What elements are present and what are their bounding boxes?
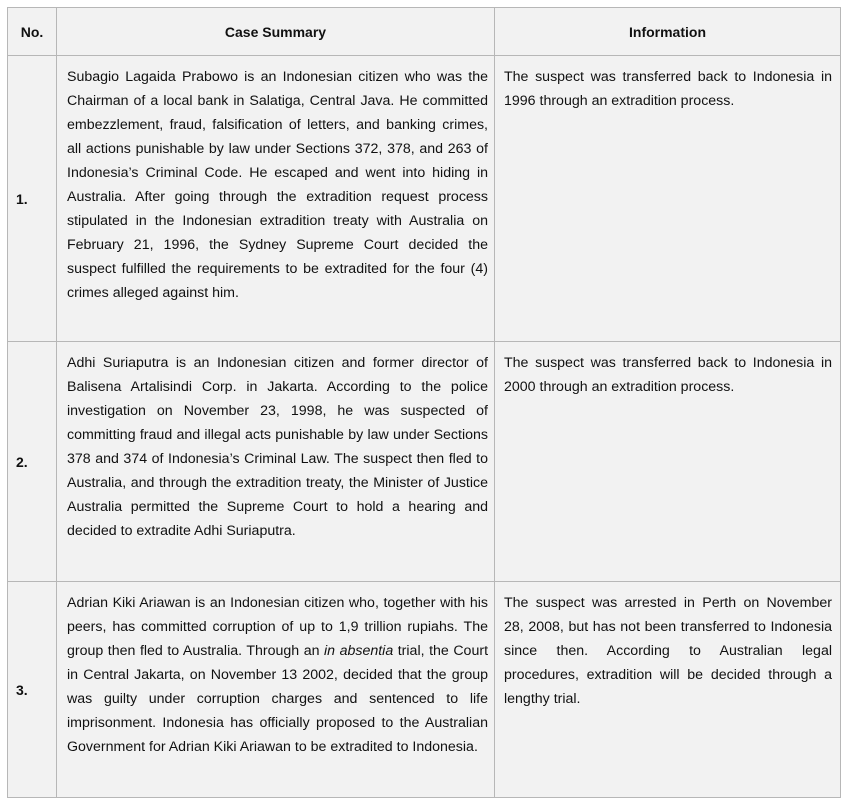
information-cell: The suspect was arrested in Perth on November 28, 2008, but has not been transferred to Indonesia since then. According to Australian legal procedures, extradition will be decided through a lengthy trial.: [495, 582, 841, 798]
extradition-cases-table: [7, 7, 841, 798]
row-number: 3.: [8, 582, 57, 798]
summary-text-before: Adrian Kiki Ariawan is an Indonesian citizen who, together with his peers, has committed corruption of up to 1,9 trillion rupiahs. The group then fled to Australia. Through an: [67, 595, 488, 659]
case-summary-cell: Subagio Lagaida Prabowo is an Indonesian citizen who was the Chairman of a local bank in Salatiga, Central Java. He committed embezzlement, fraud, falsification of letters, and banking crimes, all actions punishable by law under Sections 372, 378, and 263 of Indonesia’s Criminal Code. He escaped and went into hiding in Australia. After going through the extradition request process stipulated in the Indonesian extradition treaty with Australia on February 21, 1996, the Sydney Supreme Court decided the suspect fulfilled the requirements to be extradited for the four (4) crimes alleged against him.: [57, 56, 495, 342]
header-case-summary: Case Summary: [57, 8, 495, 56]
table-row: [8, 56, 841, 342]
row-number: 1.: [8, 56, 57, 342]
summary-text-italic: in absentia: [324, 643, 394, 659]
information-cell: The suspect was transferred back to Indonesia in 2000 through an extradition process.: [495, 342, 841, 582]
row-number: 2.: [8, 342, 57, 582]
summary-text-after: trial, the Court in Central Jakarta, on November 13 2002, decided that the group was guilty under corruption charges and sentenced to life imprisonment. Indonesia has officially proposed to the Australian Government for Adrian Kiki Ariawan to be extradited to Indonesia.: [67, 643, 489, 755]
case-summary-cell: [57, 582, 495, 798]
table-row: [8, 342, 841, 582]
header-information: Information: [495, 8, 841, 56]
case-summary-cell: Adhi Suriaputra is an Indonesian citizen and former director of Balisena Artalisindi Corp. in Jakarta. According to the police investigation on November 23, 1998, he was suspected of committing fraud and illegal acts punishable by law under Sections 378 and 374 of Indonesia’s Criminal Law. The suspect then fled to Australia, and through the extradition treaty, the Minister of Justice Australia permitted the Supreme Court to hold a hearing and decided to extradite Adhi Suriaputra.: [57, 342, 495, 582]
table-row: [8, 582, 841, 798]
header-no: No.: [8, 8, 57, 56]
table-header-row: [8, 8, 841, 56]
information-cell: The suspect was transferred back to Indonesia in 1996 through an extradition process.: [495, 56, 841, 342]
